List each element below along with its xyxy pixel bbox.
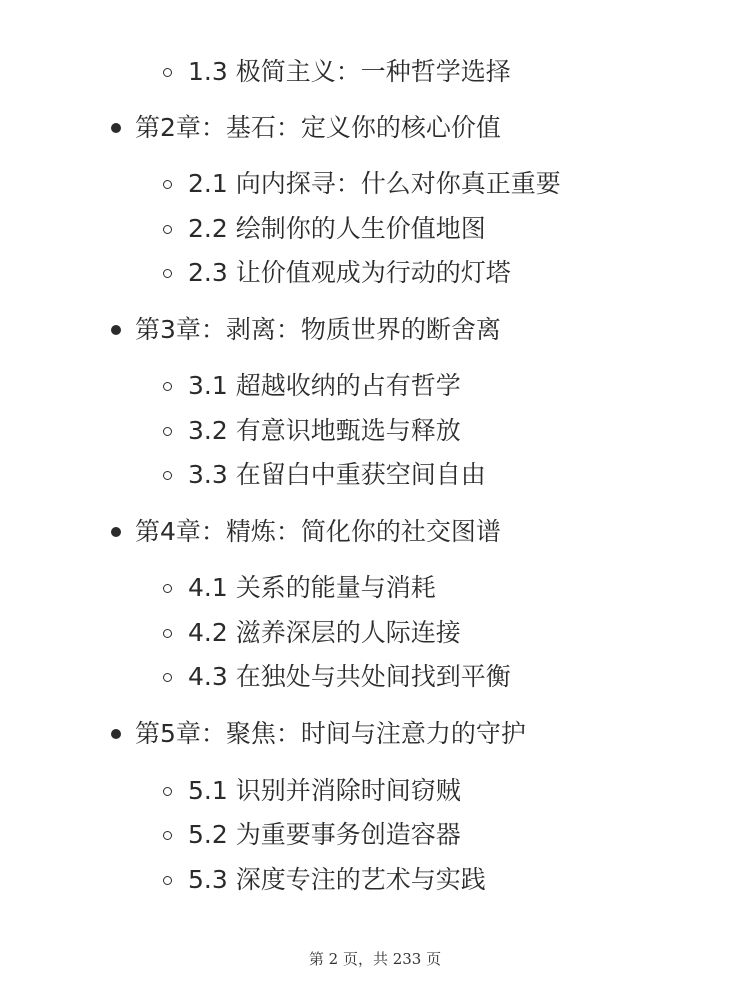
toc-chapter-label: 第2章：基石：定义你的核心价值 — [135, 113, 501, 142]
circle-bullet-icon — [163, 471, 172, 480]
toc-section-label: 4.3 在独处与共处间找到平衡 — [188, 662, 511, 691]
toc-section-label: 3.2 有意识地甄选与释放 — [188, 416, 461, 445]
toc-section-label: 2.1 向内探寻：什么对你真正重要 — [188, 169, 561, 198]
toc-section-label: 5.2 为重要事务创造容器 — [188, 820, 461, 849]
circle-bullet-icon — [163, 787, 172, 796]
circle-bullet-icon — [163, 269, 172, 278]
circle-bullet-icon — [163, 427, 172, 436]
toc-section-label: 4.1 关系的能量与消耗 — [188, 573, 436, 602]
circle-bullet-icon — [163, 68, 172, 77]
circle-bullet-icon — [163, 831, 172, 840]
toc-chapter-label: 第4章：精炼：简化你的社交图谱 — [135, 517, 501, 546]
circle-bullet-icon — [163, 629, 172, 638]
toc-section-label: 1.3 极简主义：一种哲学选择 — [188, 57, 511, 86]
disc-bullet-icon — [111, 527, 121, 537]
toc-section-label: 3.1 超越收纳的占有哲学 — [188, 371, 461, 400]
toc-section-label: 5.3 深度专注的艺术与实践 — [188, 865, 486, 894]
circle-bullet-icon — [163, 876, 172, 885]
page-number-footer: 第 2 页，共 233 页 — [308, 950, 442, 968]
toc-section-label: 5.1 识别并消除时间窃贼 — [188, 776, 461, 805]
toc-section-label: 3.3 在留白中重获空间自由 — [188, 460, 486, 489]
circle-bullet-icon — [163, 382, 172, 391]
disc-bullet-icon — [111, 325, 121, 335]
circle-bullet-icon — [163, 180, 172, 189]
disc-bullet-icon — [111, 729, 121, 739]
disc-bullet-icon — [111, 123, 121, 133]
toc-chapter-label: 第3章：剥离：物质世界的断舍离 — [135, 315, 501, 344]
toc-section-label: 4.2 滋养深层的人际连接 — [188, 618, 461, 647]
toc-section-label: 2.2 绘制你的人生价值地图 — [188, 214, 486, 243]
circle-bullet-icon — [163, 225, 172, 234]
toc-chapter-label: 第5章：聚焦：时间与注意力的守护 — [135, 719, 526, 748]
circle-bullet-icon — [163, 584, 172, 593]
circle-bullet-icon — [163, 673, 172, 682]
toc-section-label: 2.3 让价值观成为行动的灯塔 — [188, 258, 511, 287]
